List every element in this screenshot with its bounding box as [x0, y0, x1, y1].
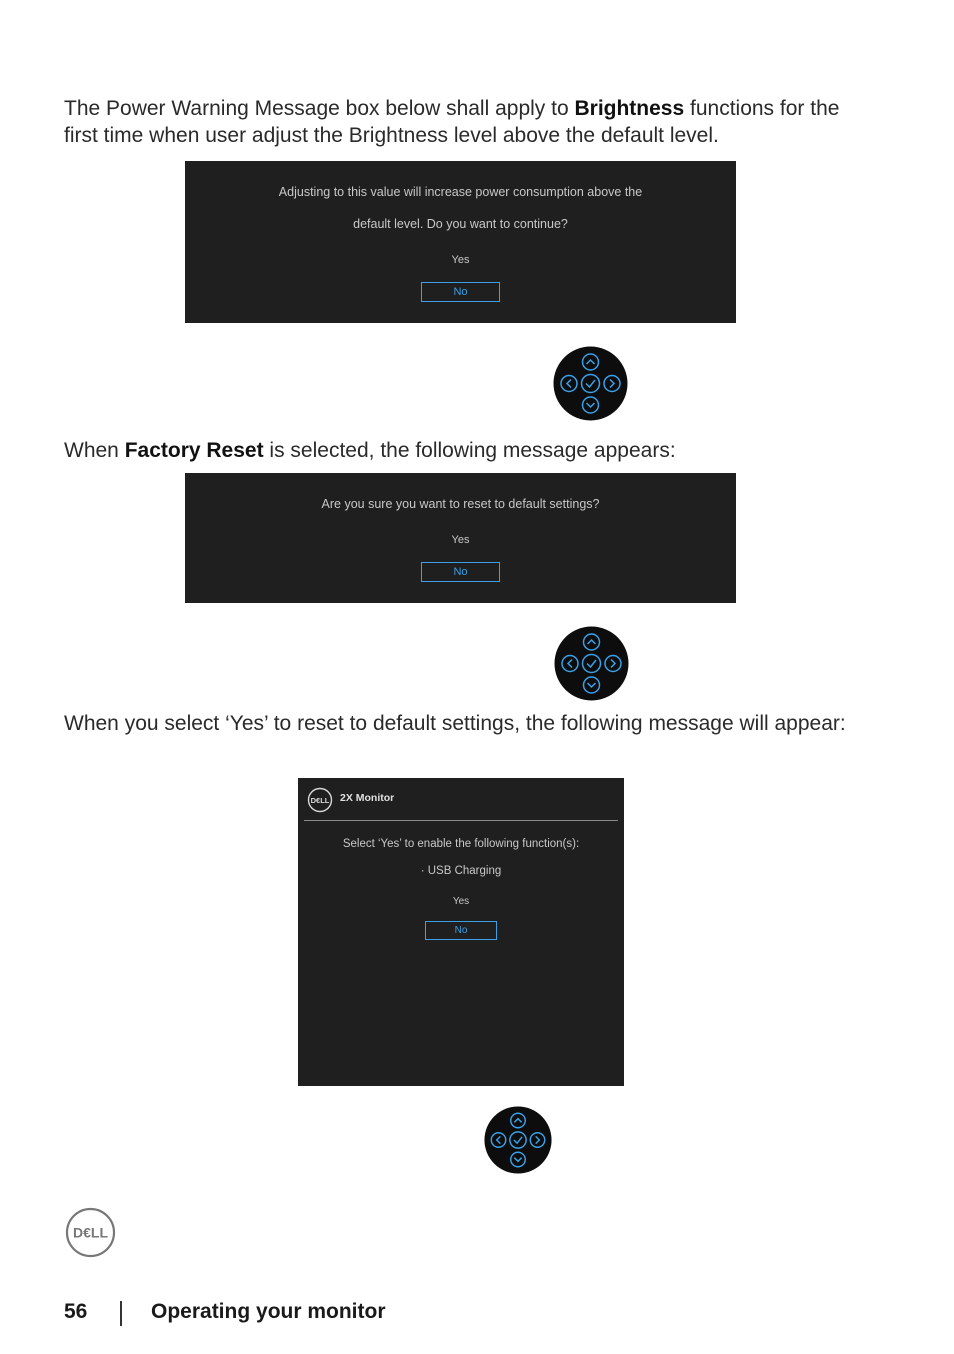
- factory-reset-message: Are you sure you want to reset to default settings?: [321, 497, 600, 511]
- page-number: 56: [64, 1300, 88, 1323]
- no-option[interactable]: No: [425, 921, 497, 940]
- reset-yes-paragraph: When you select ‘Yes’ to reset to default settings, the following message will appear:: [64, 712, 846, 735]
- no-option[interactable]: No: [421, 562, 500, 582]
- dell-logo-icon: [65, 1207, 116, 1258]
- section-title: Operating your monitor: [151, 1300, 386, 1323]
- dialog-message: Select ‘Yes’ to enable the following function(s):: [342, 838, 580, 850]
- svg-text:D€LL: D€LL: [73, 1224, 108, 1241]
- intro-text-after: functions for the first time when user adjust the Brightness level above the default level.: [64, 97, 840, 147]
- footer-separator: [120, 1301, 122, 1326]
- monitor-function-dialog: [298, 778, 624, 1086]
- factory-reset-text-after: is selected, the following message appears:: [263, 439, 676, 462]
- joystick-guide: [553, 346, 628, 421]
- power-warning-line-1: Adjusting to this value will increase power consumption above the: [278, 185, 643, 199]
- yes-option[interactable]: Yes: [451, 254, 470, 266]
- joystick-guide: [554, 626, 629, 701]
- power-warning-line-2: default level. Do you want to continue?: [353, 217, 568, 231]
- yes-option[interactable]: Yes: [452, 896, 470, 907]
- no-option[interactable]: No: [421, 282, 500, 302]
- intro-text-before: The Power Warning Message box below shall apply to: [64, 97, 575, 120]
- intro-text-bold: Brightness: [574, 97, 685, 120]
- factory-reset-text-before: When: [64, 439, 125, 462]
- function-item: · USB Charging: [420, 865, 502, 877]
- dell-logo-icon: [307, 787, 333, 813]
- yes-option[interactable]: Yes: [451, 534, 470, 546]
- factory-reset-paragraph: [64, 437, 864, 464]
- factory-reset-text-bold: Factory Reset: [124, 439, 264, 462]
- joystick-guide: [484, 1106, 552, 1174]
- svg-text:D€LL: D€LL: [310, 795, 330, 805]
- header-divider: [304, 820, 618, 821]
- intro-paragraph: [64, 95, 864, 149]
- factory-reset-dialog: [185, 473, 736, 603]
- dialog-title: 2X Monitor: [340, 792, 395, 804]
- power-warning-dialog: [185, 161, 736, 323]
